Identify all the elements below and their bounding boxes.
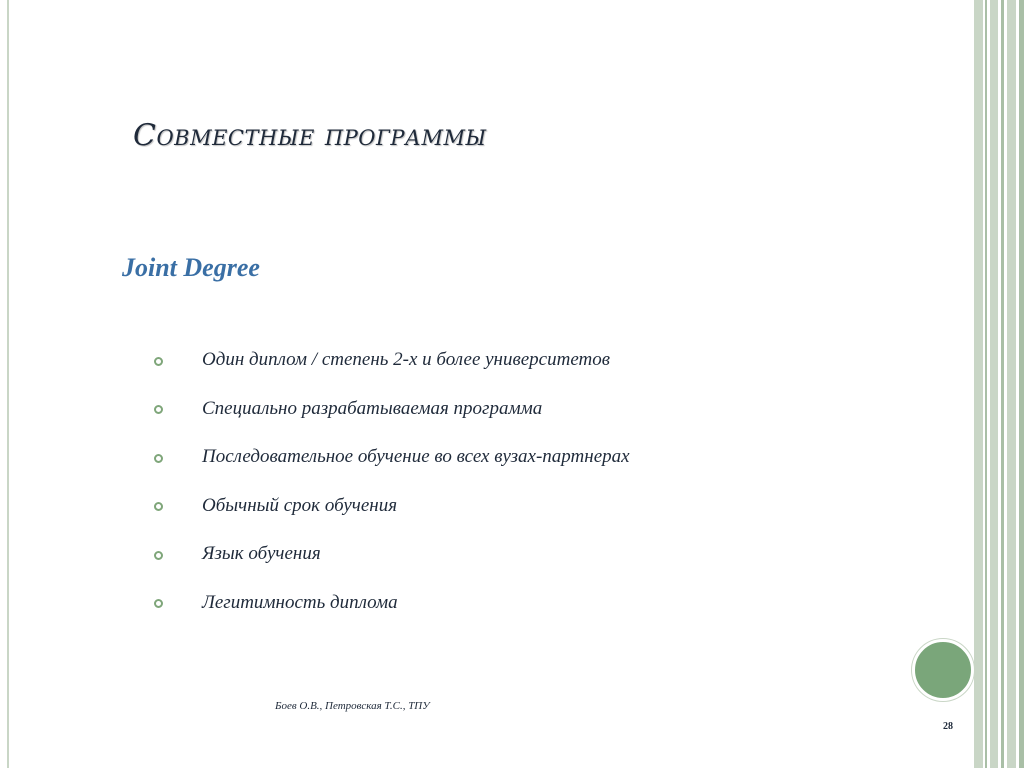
bullet-circle-icon <box>154 502 163 511</box>
slide-title: Совместные программы <box>133 118 487 153</box>
bullet-list <box>154 336 630 627</box>
bullet-text: Один диплом / степень 2-х и более университетов <box>202 349 610 371</box>
bullet-text: Легитимность диплома <box>202 591 398 613</box>
list-item <box>154 579 630 628</box>
list-item <box>154 385 630 434</box>
bullet-text: Язык обучения <box>202 543 321 565</box>
page-number: 28 <box>943 721 953 732</box>
list-item <box>154 433 630 482</box>
stripe <box>990 0 998 768</box>
footer-author: Боев О.В., Петровская Т.С., ТПУ <box>275 700 430 712</box>
decorative-circle-icon <box>912 639 974 701</box>
stripe <box>976 0 983 768</box>
bullet-circle-icon <box>154 405 163 414</box>
stripe <box>1019 0 1024 768</box>
list-item <box>154 530 630 579</box>
slide-subtitle: Joint Degree <box>122 253 260 282</box>
list-item <box>154 336 630 385</box>
bullet-text: Специально разрабатываемая программа <box>202 397 543 419</box>
bullet-circle-icon <box>154 599 163 608</box>
stripe <box>1001 0 1004 768</box>
bullet-text: Обычный срок обучения <box>202 494 398 516</box>
stripe <box>1007 0 1016 768</box>
bullet-circle-icon <box>154 357 163 366</box>
bullet-text: Последовательное обучение во всех вузах-партнерах <box>202 446 630 468</box>
decorative-stripes <box>976 0 1024 768</box>
stripe <box>985 0 987 768</box>
bullet-circle-icon <box>154 551 163 560</box>
bullet-circle-icon <box>154 454 163 463</box>
list-item <box>154 482 630 531</box>
